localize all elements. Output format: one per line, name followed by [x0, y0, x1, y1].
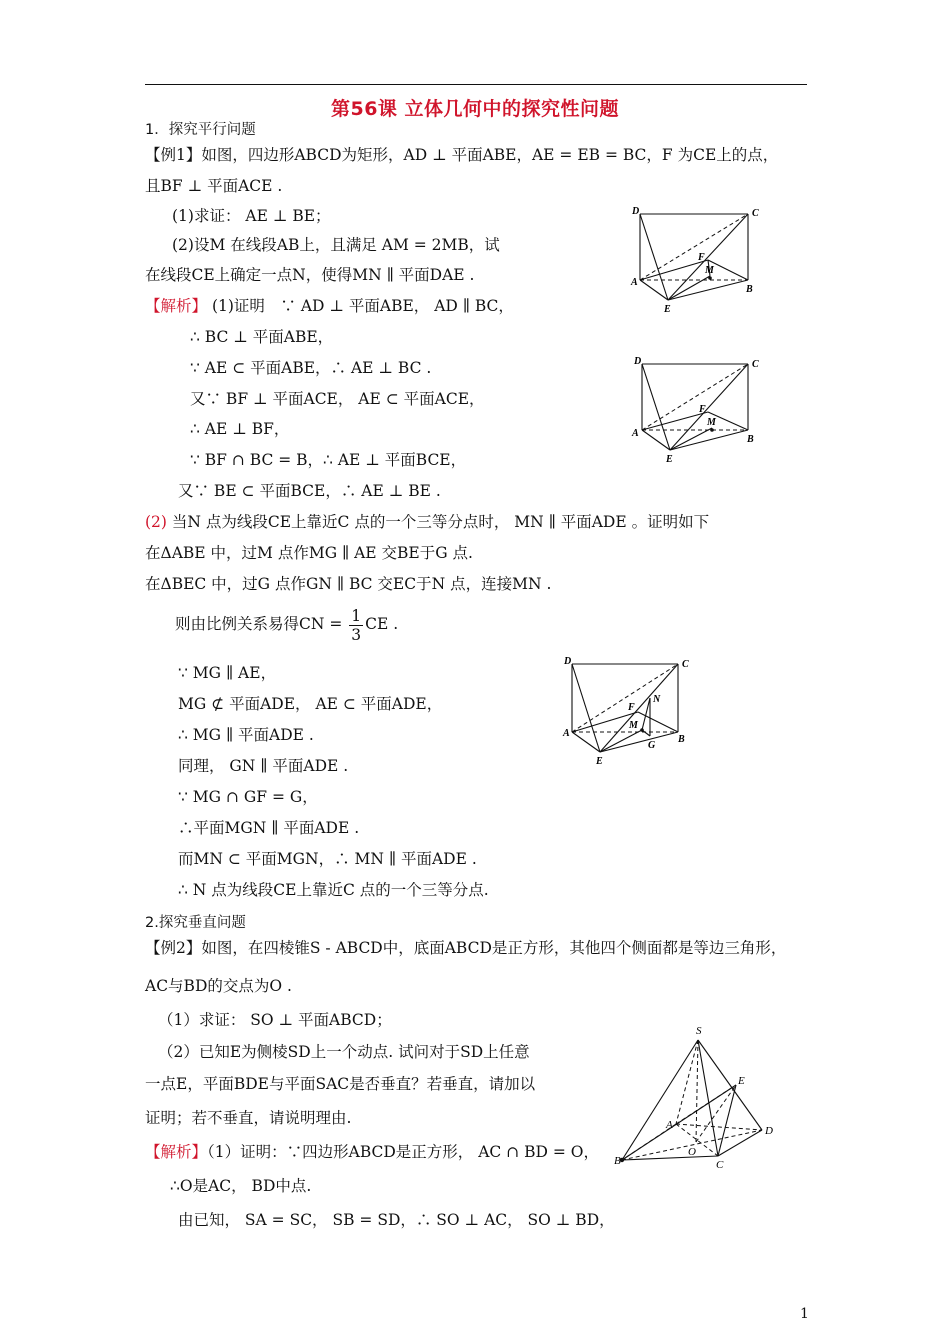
example-1-part-2-cont: 在线段CE上确定一点N，使得MN ∥ 平面DAE . [145, 266, 475, 284]
proof-line: ∴ AE ⊥ BF， [190, 420, 290, 438]
proof-line: 又∵ BF ⊥ 平面ACE， AE ⊂ 平面ACE， [190, 390, 485, 408]
figure-prism-3 [560, 652, 710, 770]
point-label: C [682, 659, 689, 670]
example-1-statement: 【例1】如图，四边形ABCD为矩形，AD ⊥ 平面ABE，AE = EB = BC，F 为CE上的点， [145, 146, 779, 164]
fraction-prefix: 则由比例关系易得CN = [175, 615, 348, 633]
fraction-numerator: 1 [351, 606, 362, 625]
page-title: 第56课 立体几何中的探究性问题 [330, 98, 620, 120]
example-1-part-2: (2)设M 在线段AB上，且满足 AM = 2MB，试 [172, 236, 500, 254]
proof-line: 同理， GN ∥ 平面ADE . [178, 757, 349, 775]
solution-2-line [145, 512, 709, 532]
point-label: A [666, 1119, 673, 1131]
point-label: C [752, 208, 759, 219]
point-label: A [631, 277, 638, 288]
proof-line-fraction [175, 606, 398, 644]
point-label: F [628, 702, 635, 713]
example-2-part-1: （1）求证： SO ⊥ 平面ABCD； [158, 1011, 392, 1029]
fraction-one-third [349, 607, 363, 644]
point-label: G [648, 740, 656, 751]
proof-line: ∴ BC ⊥ 平面ABE， [190, 328, 334, 346]
point-label: F [698, 252, 705, 263]
point-label: D [765, 1125, 773, 1137]
example-2-part-2-cont: 一点E，平面BDE与平面SAC是否垂直？若垂直，请加以 [145, 1075, 536, 1093]
point-label: N [653, 694, 661, 705]
fraction-suffix: CE . [365, 615, 399, 633]
proof-line: 由已知， SA = SC， SB = SD，∴ SO ⊥ AC， SO ⊥ BD， [178, 1211, 615, 1229]
point-label: E [596, 756, 603, 767]
point-label: M [705, 265, 714, 276]
proof-line: ∴ MG ∥ 平面ADE . [178, 726, 314, 744]
point-label: E [666, 454, 673, 465]
point-label: B [746, 284, 753, 295]
fraction-denominator: 3 [351, 625, 362, 644]
proof-line: ∴平面MGN ∥ 平面ADE . [178, 819, 360, 837]
section-heading-parallel: 1．探究平行问题 [145, 122, 256, 138]
proof-line: 又∵ BE ⊂ 平面BCE，∴ AE ⊥ BE . [178, 482, 441, 500]
solution-2-text: 当N 点为线段CE上靠近C 点的一个三等分点时， MN ∥ 平面ADE 。证明如下 [166, 513, 710, 531]
point-label: F [699, 404, 706, 415]
proof-line: MG ⊄ 平面ADE， AE ⊂ 平面ADE， [178, 695, 443, 713]
proof-line: ∵ AE ⊂ 平面ABE，∴ AE ⊥ BC . [190, 359, 432, 377]
proof-line: ∴O是AC， BD中点. [170, 1177, 312, 1195]
point-label: D [564, 656, 572, 667]
solution-3-line [145, 1142, 599, 1162]
point-label: C [752, 359, 759, 370]
proof-line: ∵ MG ∥ AE， [178, 664, 277, 682]
part-2-tag: (2) [145, 513, 167, 531]
proof-line: 在ΔABE 中，过M 点作MG ∥ AE 交BE于G 点. [145, 544, 473, 562]
point-label: B [614, 1155, 621, 1167]
proof-line: 而MN ⊂ 平面MGN，∴ MN ∥ 平面ADE . [178, 850, 477, 868]
figure-pyramid [612, 1020, 782, 1170]
example-2-statement: 【例2】如图，在四棱锥S - ABCD中，底面ABCD是正方形，其他四个侧面都是等边三角形， [145, 939, 787, 957]
point-label: A [632, 428, 639, 439]
header-rule [145, 84, 807, 85]
analysis-tag: 【解析】 [145, 297, 208, 315]
point-label: B [747, 434, 754, 445]
example-1-part-1: (1)求证： AE ⊥ BE； [172, 207, 331, 225]
point-label: M [629, 720, 638, 731]
example-2-part-2: （2）已知E为侧棱SD上一个动点. 试问对于SD上任意 [158, 1043, 530, 1061]
proof-line: 在ΔBEC 中，过G 点作GN ∥ BC 交EC于N 点，连接MN . [145, 575, 552, 593]
point-label: S [696, 1025, 702, 1037]
proof-line: ∴ N 点为线段CE上靠近C 点的一个三等分点. [178, 881, 489, 899]
point-label: D [634, 356, 642, 367]
point-label: O [688, 1146, 696, 1158]
point-label: C [716, 1159, 724, 1170]
point-label: A [563, 728, 570, 739]
section-heading-perpendicular: 2.探究垂直问题 [145, 915, 246, 931]
figure-prism-2 [628, 350, 768, 468]
point-label: E [664, 304, 671, 315]
analysis-tag: 【解析】 [145, 1143, 208, 1161]
point-label: E [738, 1075, 745, 1087]
point-label: D [632, 206, 640, 217]
proof-line: ∵ BF ∩ BC = B，∴ AE ⊥ 平面BCE， [190, 451, 467, 469]
figure-prism-1 [628, 200, 768, 318]
solution-1-text: (1)证明 ∵ AD ⊥ 平面ABE， AD ∥ BC， [207, 297, 514, 315]
point-label: M [707, 417, 716, 428]
example-1-statement-cont: 且BF ⊥ 平面ACE . [145, 177, 283, 195]
proof-line: ∵ MG ∩ GF = G， [178, 788, 318, 806]
page-number: 1 [800, 1306, 809, 1322]
example-2-statement-cont: AC与BD的交点为O . [145, 977, 292, 995]
point-label: B [678, 734, 685, 745]
example-2-part-2-cont: 证明；若不垂直，请说明理由. [145, 1109, 352, 1127]
solution-1-line [145, 296, 514, 316]
solution-3-text: （1）证明：∵四边形ABCD是正方形， AC ∩ BD = O， [207, 1143, 599, 1161]
